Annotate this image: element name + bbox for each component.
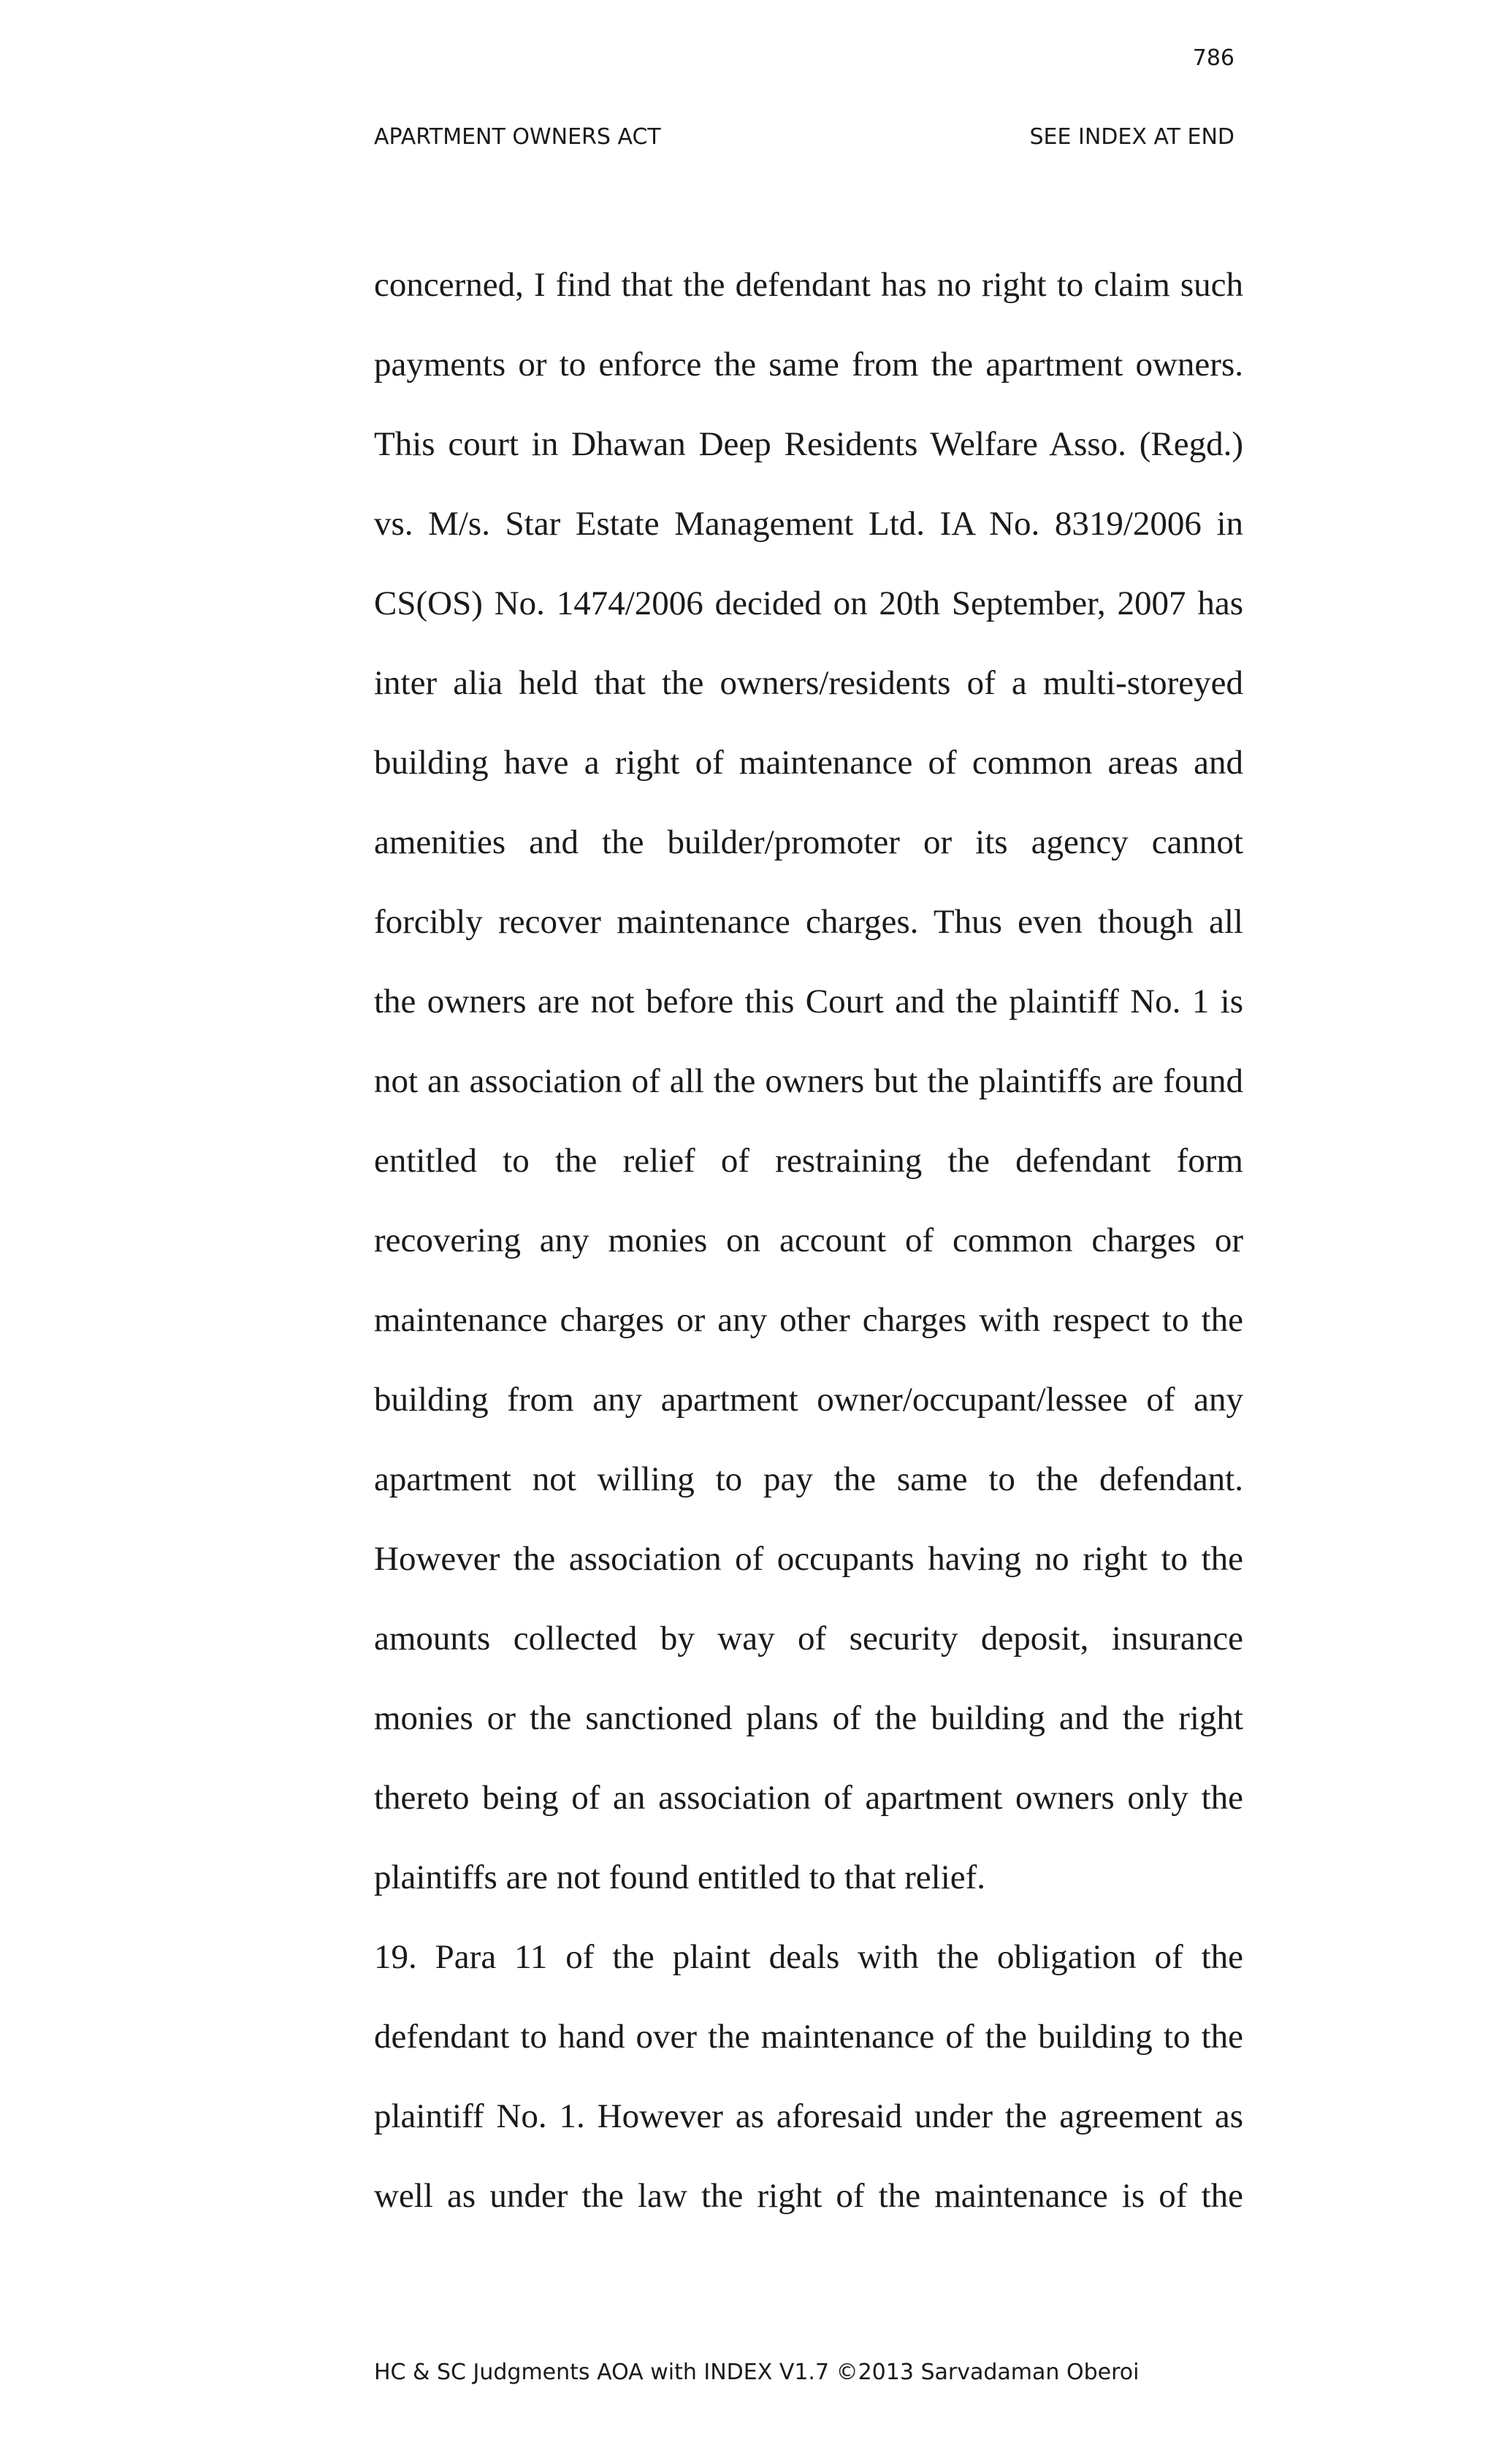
text-line: inter alia held that the owners/residents of a multi-storeyed bbox=[374, 664, 1243, 702]
running-header-index-note: SEE INDEX AT END bbox=[1029, 124, 1234, 150]
text-line: forcibly recover maintenance charges. Thus even though all bbox=[374, 903, 1243, 941]
text-line: maintenance charges or any other charges with respect to the bbox=[374, 1301, 1243, 1339]
text-line: CS(OS) No. 1474/2006 decided on 20th September, 2007 has bbox=[374, 584, 1243, 622]
footer-copyright: HC & SC Judgments AOA with INDEX V1.7 ©2013 Sarvadaman Oberoi bbox=[374, 2360, 1140, 2385]
text-line-paragraph-end: plaintiffs are not found entitled to that relief. bbox=[374, 1858, 986, 1896]
text-line: payments or to enforce the same from the apartment owners. bbox=[374, 346, 1243, 384]
text-line: apartment not willing to pay the same to the defendant. bbox=[374, 1460, 1243, 1498]
text-line: plaintiff No. 1. However as aforesaid under the agreement as bbox=[374, 2097, 1243, 2135]
text-line: building from any apartment owner/occupant/lessee of any bbox=[374, 1381, 1243, 1419]
text-line: well as under the law the right of the maintenance is of the bbox=[374, 2177, 1243, 2215]
text-line: the owners are not before this Court and the plaintiff No. 1 is bbox=[374, 983, 1243, 1021]
text-line: not an association of all the owners but the plaintiffs are found bbox=[374, 1062, 1243, 1100]
text-line: vs. M/s. Star Estate Management Ltd. IA No. 8319/2006 in bbox=[374, 505, 1243, 543]
text-line: building have a right of maintenance of common areas and bbox=[374, 744, 1243, 782]
text-line: amenities and the builder/promoter or its agency cannot bbox=[374, 823, 1243, 861]
text-line: However the association of occupants having no right to the bbox=[374, 1540, 1243, 1578]
text-line-paragraph-19-start: 19. Para 11 of the plaint deals with the obligation of the bbox=[374, 1938, 1243, 1976]
text-line: This court in Dhawan Deep Residents Welfare Asso. (Regd.) bbox=[374, 425, 1243, 463]
running-header-title: APARTMENT OWNERS ACT bbox=[374, 124, 661, 150]
text-line: amounts collected by way of security deposit, insurance bbox=[374, 1620, 1243, 1658]
text-line: entitled to the relief of restraining the defendant form bbox=[374, 1142, 1243, 1180]
text-line: thereto being of an association of apartment owners only the bbox=[374, 1779, 1243, 1817]
text-line: monies or the sanctioned plans of the building and the right bbox=[374, 1699, 1243, 1737]
page-number: 786 bbox=[1192, 45, 1234, 71]
judgment-body-text bbox=[374, 259, 1243, 2250]
text-line: concerned, I find that the defendant has no right to claim such bbox=[374, 266, 1243, 304]
text-line: recovering any monies on account of common charges or bbox=[374, 1221, 1243, 1259]
text-line: defendant to hand over the maintenance of the building to the bbox=[374, 2018, 1243, 2056]
